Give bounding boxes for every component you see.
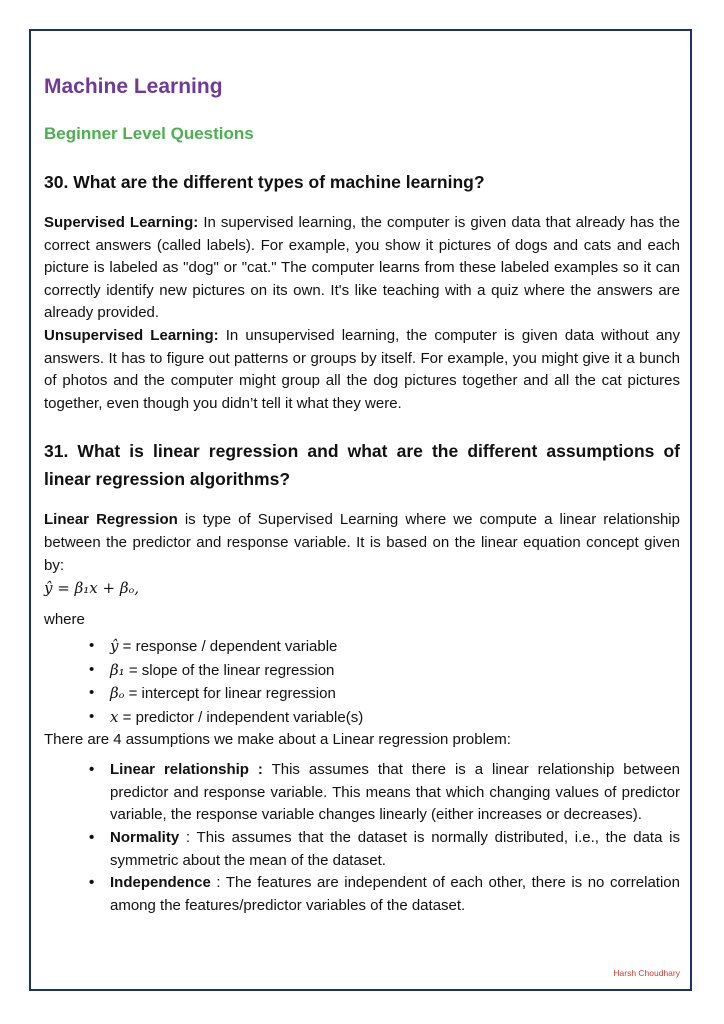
unsupervised-text: In unsupervised learning, the computer is given data without any answers. It has to figure out patterns or groups by itself. For example, you might give it a bunch of photos and the computer might group all the dog pictures together and all the cat pictures together, even though you didn’t tell it what they were.: [44, 326, 680, 412]
supervised-term: Supervised Learning:: [44, 214, 199, 231]
assumption-text: : The features are independent of each other, there is no correlation among the features/predictor variables of the dataset.: [110, 874, 680, 914]
variable-symbol: β₁: [110, 660, 125, 679]
list-item: [44, 827, 680, 872]
variable-desc: = slope of the linear regression: [124, 661, 335, 679]
assumption-list: [44, 759, 680, 917]
q31-answer: [44, 509, 680, 917]
variable-symbol: x: [110, 707, 119, 726]
question-31: 31. What is linear regression and what are the different assumptions of linear regression algorithms?: [44, 441, 680, 490]
assumption-text: This assumes that there is a linear relationship between predictor and response variable. This means that which changing values of predictor variable, the response variable changes linearly (either increases or decreases).: [110, 761, 681, 824]
list-item: [44, 759, 680, 827]
unsupervised-paragraph: [44, 325, 680, 415]
assumptions-intro: There are 4 assumptions we make about a Linear regression problem:: [44, 731, 511, 749]
variable-symbol: βₒ: [110, 684, 125, 703]
variable-desc: = predictor / independent variable(s): [118, 708, 364, 726]
variable-list: [44, 635, 680, 729]
question-30: 30. What are the different types of machine learning?: [44, 172, 485, 192]
variable-desc: = intercept for linear regression: [124, 685, 336, 703]
list-item: [44, 706, 680, 730]
list-item: [44, 635, 680, 659]
variable-symbol: ŷ: [110, 637, 119, 656]
linear-regression-term: Linear Regression: [44, 511, 178, 529]
list-item: [44, 659, 680, 683]
assumption-term: Independence: [110, 874, 211, 892]
linear-regression-definition: [44, 509, 680, 577]
supervised-text: In supervised learning, the computer is given data that already has the correct answers (called labels). For example, you show it pictures of dogs and cats and each picture is labeled as "dog" or "cat." The computer learns from these labeled examples so it can correctly identify new pictures on its own. It's like teaching with a quiz where the answers are already provided.: [44, 214, 680, 322]
page-content: [44, 72, 680, 917]
unsupervised-term: Unsupervised Learning:: [44, 326, 219, 344]
level-heading: Beginner Level Questions: [44, 124, 254, 143]
assumption-term: Linear relationship :: [110, 761, 263, 779]
section-title: Machine Learning: [44, 75, 223, 98]
author-footer: Harsh Choudhary: [613, 968, 680, 978]
assumption-term: Normality: [110, 828, 180, 846]
where-label: where: [44, 611, 85, 629]
variable-desc: = response / dependent variable: [118, 638, 338, 656]
assumption-text: : This assumes that the dataset is normally distributed, i.e., the data is symmetric about the mean of the dataset.: [110, 828, 680, 869]
list-item: [44, 872, 680, 917]
list-item: [44, 682, 680, 706]
linear-regression-text: is type of Supervised Learning where we compute a linear relationship between the predictor and response variable. It is based on the linear equation concept given by:: [44, 511, 680, 574]
supervised-paragraph: [44, 212, 680, 325]
q30-answer: [44, 212, 680, 415]
regression-equation: ŷ = β₁x + βₒ,: [44, 579, 140, 598]
